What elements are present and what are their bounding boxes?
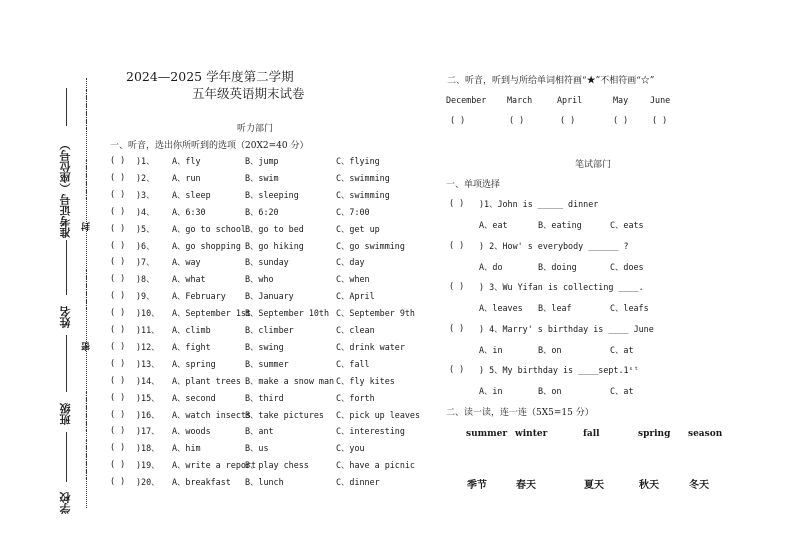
option-a: A、go shopping — [172, 240, 241, 251]
option-a: A、fly — [172, 156, 201, 166]
option-c: C、fly kites — [336, 375, 395, 386]
answer-blank[interactable]: ( ) — [110, 391, 126, 402]
answer-blank[interactable]: ( ) — [110, 155, 126, 165]
option-a: A、breakfast — [172, 477, 231, 488]
option-b: B、go hiking — [245, 240, 304, 251]
written-option: A、in — [479, 386, 503, 396]
month-label: March — [507, 95, 533, 105]
answer-blank[interactable]: ( ) — [110, 307, 126, 318]
question-number: )9、 — [136, 291, 155, 302]
option-b: B、us — [245, 443, 269, 454]
question-number: )2、 — [136, 172, 155, 183]
exam-title-line2: 五年级英语期末试卷 — [192, 86, 305, 101]
answer-blank[interactable]: ( ) — [110, 476, 126, 487]
answer-blank[interactable]: ( ) — [110, 324, 126, 334]
option-c: C、flying — [336, 156, 380, 166]
part1-heading: 一、听音，选出你所听到的选项（20X2=40 分） — [110, 141, 309, 151]
margin-dots-2: …………… — [80, 160, 90, 200]
month-label: May — [613, 95, 629, 105]
answer-blank[interactable]: ( ) — [449, 364, 465, 374]
margin-dots-4: …………… — [80, 392, 90, 432]
question-number: )19、 — [136, 460, 160, 471]
option-c: C、fall — [336, 358, 370, 369]
option-b: B、September 10th — [245, 308, 330, 319]
option-c: C、April — [336, 291, 375, 302]
answer-blank[interactable]: ( ) — [110, 340, 126, 351]
listening-part-title: 听力部门 — [237, 124, 274, 134]
option-b: B、swing — [245, 341, 284, 352]
answer-blank[interactable]: ( ) — [110, 408, 126, 419]
written-question-text: ) 4、Marry' s birthday is ____ June — [479, 323, 654, 334]
chinese-word[interactable]: 季节 — [467, 480, 487, 491]
written-option: B、doing — [538, 261, 577, 272]
option-b: B、ant — [245, 426, 274, 437]
written-part-title: 笔试部门 — [575, 160, 612, 170]
option-b: B、go to bed — [245, 223, 304, 234]
english-word[interactable]: summer — [466, 429, 508, 439]
option-c: C、clean — [336, 325, 375, 335]
option-c: C、have a picnic — [336, 460, 415, 471]
option-c: C、get up — [336, 223, 380, 234]
question-number: )11、 — [136, 325, 160, 335]
written-option: C、does — [610, 261, 644, 272]
question-number: )6、 — [136, 240, 155, 251]
option-b: B、sleeping — [245, 189, 299, 200]
option-c: C、pick up leaves — [336, 409, 421, 420]
exam-title-line1: 2024—2025 学年度第二学期 — [126, 69, 294, 84]
class-label: 班级 — [59, 403, 72, 425]
option-a: A、6:30 — [172, 206, 206, 217]
margin-dots-3: …………… — [80, 270, 90, 310]
answer-blank[interactable]: ( ) — [110, 290, 126, 301]
name-label: 姓名 — [59, 306, 72, 328]
option-b: B、swim — [245, 172, 279, 183]
written-option: B、leaf — [538, 303, 572, 313]
option-b: B、third — [245, 392, 284, 403]
school-label: 学校 — [59, 492, 72, 514]
option-c: C、interesting — [336, 426, 405, 437]
question-number: )16、 — [136, 409, 160, 420]
question-number: )18、 — [136, 443, 160, 454]
written-option: C、eats — [610, 220, 644, 230]
question-number: )3、 — [136, 189, 155, 200]
margin-dots-5: …………… — [80, 440, 90, 480]
option-a: A、sleep — [172, 189, 211, 200]
answer-blank[interactable]: ( ) — [110, 171, 126, 182]
option-b: B、6:20 — [245, 206, 279, 217]
question-number: )5、 — [136, 223, 155, 234]
chinese-word[interactable]: 春天 — [516, 480, 536, 491]
answer-blank[interactable]: ( ) — [110, 273, 126, 284]
option-c: C、day — [336, 257, 365, 268]
written-option: B、on — [538, 344, 562, 355]
option-a: A、spring — [172, 358, 216, 369]
option-c: C、you — [336, 443, 365, 454]
option-c: C、September 9th — [336, 308, 415, 319]
answer-blank[interactable]: ( ) — [110, 442, 126, 453]
option-a: A、woods — [172, 426, 211, 437]
option-a: A、February — [172, 291, 226, 302]
option-a: A、go to school — [172, 223, 246, 234]
answer-blank[interactable]: ( ) — [449, 239, 465, 250]
answer-blank[interactable]: ( ) — [449, 281, 465, 291]
english-word[interactable]: season — [688, 429, 723, 439]
english-word[interactable]: spring — [638, 429, 671, 439]
answer-blank[interactable]: ( ) — [110, 425, 126, 436]
option-b: B、summer — [245, 358, 289, 369]
month-answer-blank[interactable]: ( ) — [613, 115, 629, 125]
option-b: B、jump — [245, 156, 279, 166]
chinese-word[interactable]: 秋天 — [639, 480, 659, 491]
written-option: C、leafs — [610, 303, 649, 313]
month-answer-blank[interactable]: ( ) — [652, 115, 668, 125]
written-option: A、do — [479, 261, 503, 272]
option-a: A、him — [172, 443, 201, 454]
month-answer-blank[interactable]: ( ) — [560, 115, 576, 125]
answer-blank[interactable]: ( ) — [110, 222, 126, 233]
seal-mi: 密 — [82, 342, 92, 351]
exam-no-underline — [66, 88, 67, 126]
written-option: A、in — [479, 344, 503, 355]
option-b: B、sunday — [245, 257, 289, 268]
written-option: C、at — [610, 386, 634, 396]
option-a: A、way — [172, 257, 201, 268]
name-underline — [66, 240, 67, 295]
option-c: C、forth — [336, 392, 375, 403]
option-c: C、drink water — [336, 341, 405, 352]
written-question-text: )1、John is _____ dinner — [479, 199, 599, 209]
question-number: )20、 — [136, 477, 160, 488]
written-question-text: ) 5、My birthday is ____sept.1ˢᵗ — [479, 365, 639, 375]
option-b: B、who — [245, 274, 274, 285]
question-number: )17、 — [136, 426, 160, 437]
option-b: B、lunch — [245, 477, 284, 488]
option-c: C、dinner — [336, 477, 380, 488]
seal-feng: 封 — [82, 222, 92, 231]
answer-blank[interactable]: ( ) — [110, 357, 126, 368]
written-option: A、leaves — [479, 303, 523, 313]
option-b: B、play chess — [245, 460, 309, 471]
option-a: A、second — [172, 392, 216, 403]
written-question-text: ) 2、How' s everybody ______ ? — [479, 240, 629, 251]
answer-blank[interactable]: ( ) — [110, 374, 126, 385]
option-c: C、swimming — [336, 172, 390, 183]
option-a: A、what — [172, 274, 206, 285]
class-underline — [66, 335, 67, 392]
question-number: )1、 — [136, 156, 155, 166]
written-section1-heading: 一、单项选择 — [446, 180, 501, 190]
answer-blank[interactable]: ( ) — [110, 188, 126, 199]
question-number: )14、 — [136, 375, 160, 386]
question-number: )4、 — [136, 206, 155, 217]
month-label: June — [650, 95, 671, 105]
question-number: )13、 — [136, 358, 160, 369]
part2-heading: 二、听音，听到与所给单词相符画“★”不相符画“☆” — [447, 76, 655, 86]
option-b: B、take pictures — [245, 409, 324, 420]
question-number: )10、 — [136, 308, 160, 319]
chinese-word[interactable]: 冬天 — [689, 480, 709, 491]
answer-blank[interactable]: ( ) — [110, 256, 126, 267]
option-b: B、January — [245, 291, 294, 302]
option-a: A、fight — [172, 341, 211, 352]
answer-blank[interactable]: ( ) — [449, 198, 465, 208]
option-b: B、make a snow man — [245, 375, 335, 386]
month-label: April — [557, 95, 583, 105]
written-option: C、at — [610, 344, 634, 355]
option-a: A、watch insects — [172, 409, 251, 420]
exam-no-label: 准考证号（座位号） — [59, 139, 72, 238]
chinese-word[interactable]: 夏天 — [584, 480, 604, 491]
option-c: C、swimming — [336, 189, 390, 200]
month-label: December — [446, 95, 487, 105]
english-word[interactable]: winter — [515, 429, 548, 439]
english-word[interactable]: fall — [583, 429, 600, 439]
option-c: C、7:00 — [336, 206, 370, 217]
option-a: A、write a report — [172, 460, 257, 471]
question-number: )8、 — [136, 274, 155, 285]
answer-blank[interactable]: ( ) — [449, 322, 465, 333]
option-a: A、September 1st — [172, 308, 251, 319]
option-c: C、go swimming — [336, 240, 405, 251]
written-option: B、on — [538, 386, 562, 396]
school-underline — [66, 432, 67, 482]
option-c: C、when — [336, 274, 370, 285]
question-number: )7、 — [136, 257, 155, 268]
month-answer-blank[interactable]: ( ) — [509, 115, 525, 125]
option-a: A、climb — [172, 325, 211, 335]
margin-dots-1: …………… — [80, 90, 90, 130]
option-b: B、climber — [245, 325, 294, 335]
written-option: A、eat — [479, 220, 508, 230]
answer-blank[interactable]: ( ) — [110, 205, 126, 216]
question-number: )12、 — [136, 341, 160, 352]
question-number: )15、 — [136, 392, 160, 403]
answer-blank[interactable]: ( ) — [110, 459, 126, 470]
written-section2-heading: 二、读一读，连一连（5X5=15 分） — [446, 408, 594, 418]
option-a: A、plant trees — [172, 375, 241, 386]
written-question-text: ) 3、Wu Yifan is collecting ____. — [479, 282, 644, 292]
month-answer-blank[interactable]: ( ) — [450, 115, 466, 125]
option-a: A、run — [172, 172, 201, 183]
answer-blank[interactable]: ( ) — [110, 239, 126, 250]
written-option: B、eating — [538, 220, 582, 230]
